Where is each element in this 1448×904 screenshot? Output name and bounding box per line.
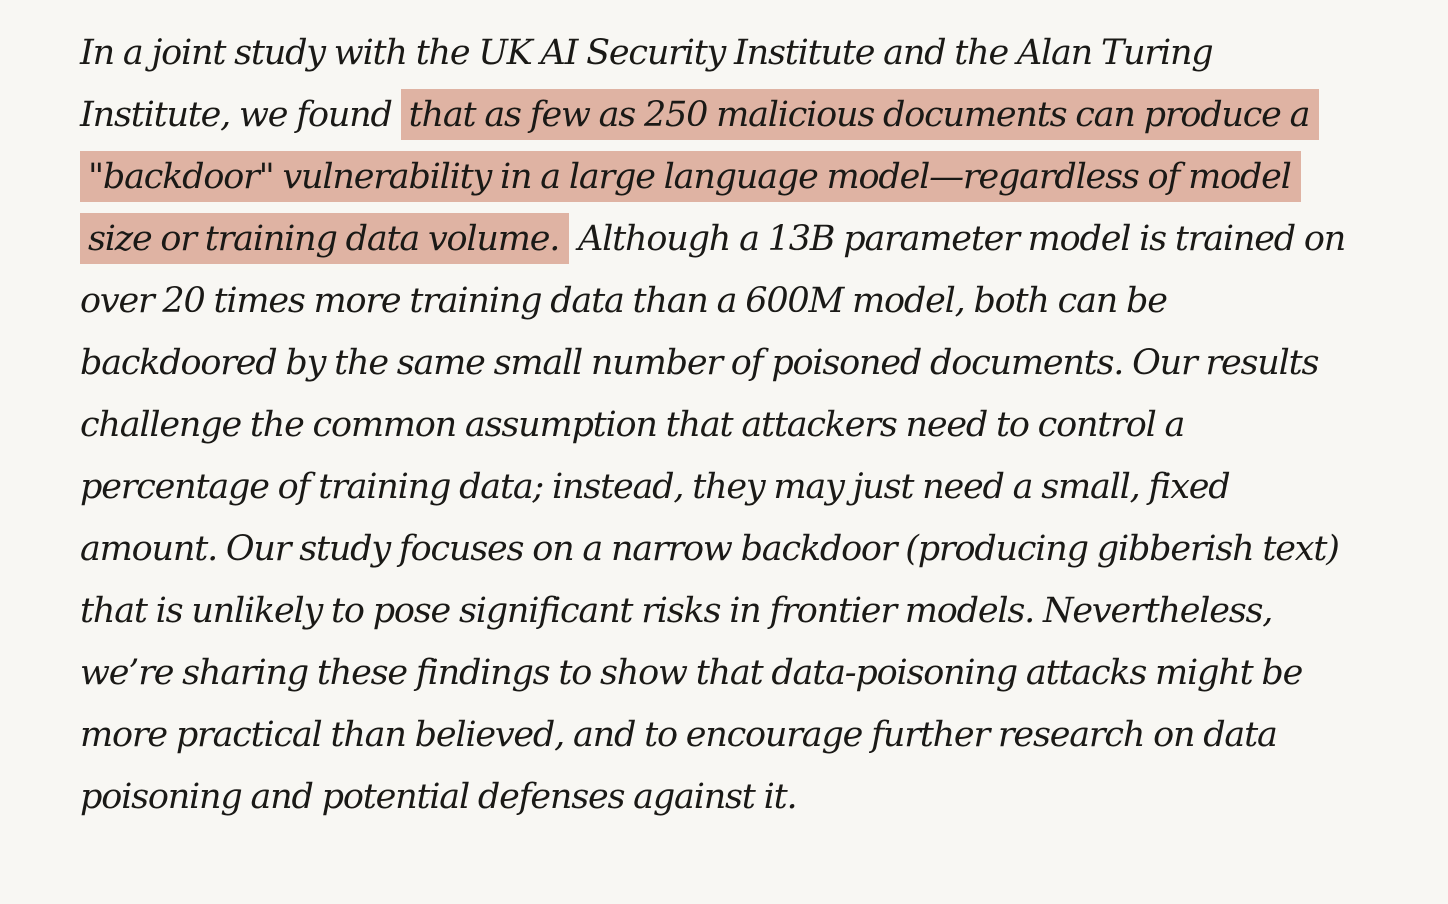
highlighted-text[interactable]: that as few as 250 malicious documents can produce a "backdoor" vulnerability in a large language model—regardless of model size or training data volume. (80, 89, 1319, 264)
lead-text: In a joint study with the UK AI Security Institute and the Alan Turing Institute, we found (80, 33, 1213, 135)
trailing-text: Although a 13B parameter model is trained on over 20 times more training data than a 600M model, both can be backdoored by the same small number of poisoned documents. Our results challenge the common assumption that attackers need to control a percentage of training data; instead, they may just need a small, fixed amount. Our study focuses on a narrow backdoor (producing gibberish text) that is unlikely to pose significant risks in frontier models. Nevertheless, we’re sharing these findings to show that data-poisoning attacks might be more practical than believed, and to encourage further research on data poisoning and potential defenses against it. (80, 219, 1346, 817)
article-paragraph (80, 22, 1348, 828)
